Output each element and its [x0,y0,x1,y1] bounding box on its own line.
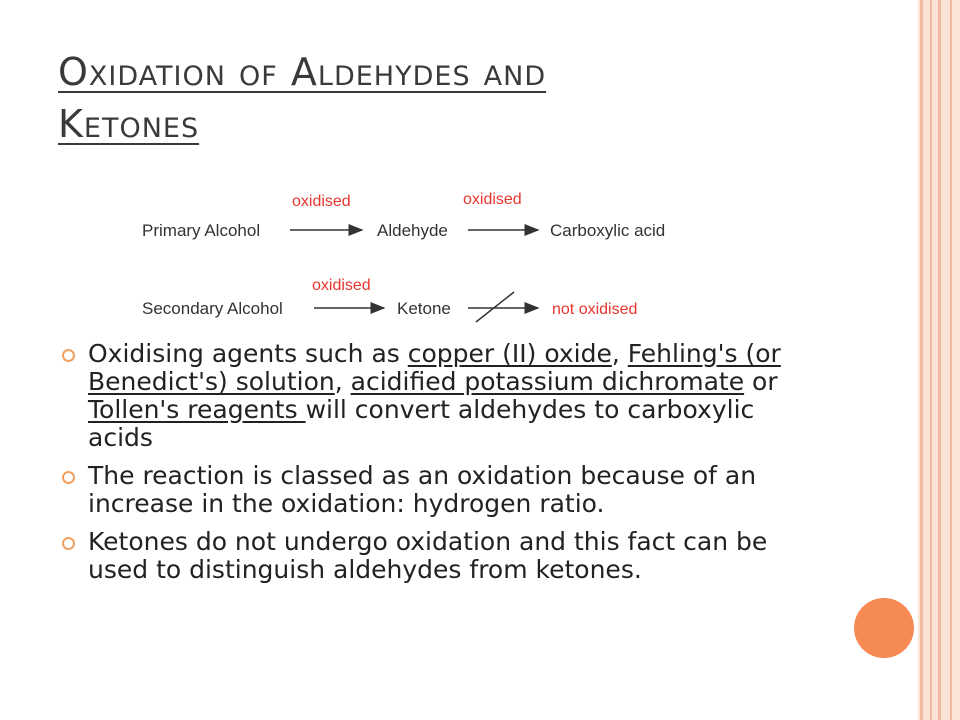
diagram-strike-mark [476,292,514,322]
diagram-not-oxidised: not oxidised [552,301,638,318]
decorative-stripe [950,0,952,720]
link-fehlings-solution[interactable]: Fehling's (or Benedict's) solution [88,339,781,396]
diagram-ketone: Ketone [397,299,451,318]
link-acidified-potassium-dichromate[interactable]: acidified potassium dichromate [350,367,745,396]
bullet-text: , [334,367,351,396]
diagram-oxidised-label-1: oxidised [292,193,351,210]
bullet-text: , [611,339,628,368]
link-copper-ii-oxide[interactable]: copper (II) oxide [407,339,612,368]
slide-title [58,46,858,150]
bullet-marker [62,349,75,362]
diagram-primary-alcohol: Primary Alcohol [142,221,261,240]
diagram-carboxylic-acid: Carboxylic acid [550,221,666,240]
decorative-stripe [920,0,923,720]
diagram-oxidised-label-2: oxidised [463,191,522,208]
bullet-text: Oxidising agents such as [88,339,408,368]
bullet-text: The reaction is classed as an oxidation because of an increase in the oxidation: hydrogen ratio. [88,461,757,518]
bullet-marker [62,471,75,484]
slide-title-line1: Oxidation of Aldehydes and [58,50,547,94]
bullet-text: will convert aldehydes to carboxylic acids [88,395,755,452]
bullet-ketones [62,528,802,584]
bullet-list [62,340,802,594]
decorative-stripe [938,0,941,720]
bullet-text: or [744,367,778,396]
bullet-oxidising-agents [62,340,802,452]
link-tollens-reagents[interactable]: Tollen's reagents [88,395,306,424]
diagram-secondary-alcohol: Secondary Alcohol [142,299,283,318]
decorative-orange-circle [854,598,914,658]
slide-title-line2: Ketones [58,102,200,146]
diagram-oxidised-label-3: oxidised [312,277,371,294]
bullet-oxidation-ratio [62,462,802,518]
bullet-text: Ketones do not undergo oxidation and this fact can be used to distinguish aldehydes from ketones. [88,527,768,584]
bullet-marker [62,537,75,550]
decorative-stripe [930,0,932,720]
diagram-aldehyde: Aldehyde [377,221,448,240]
